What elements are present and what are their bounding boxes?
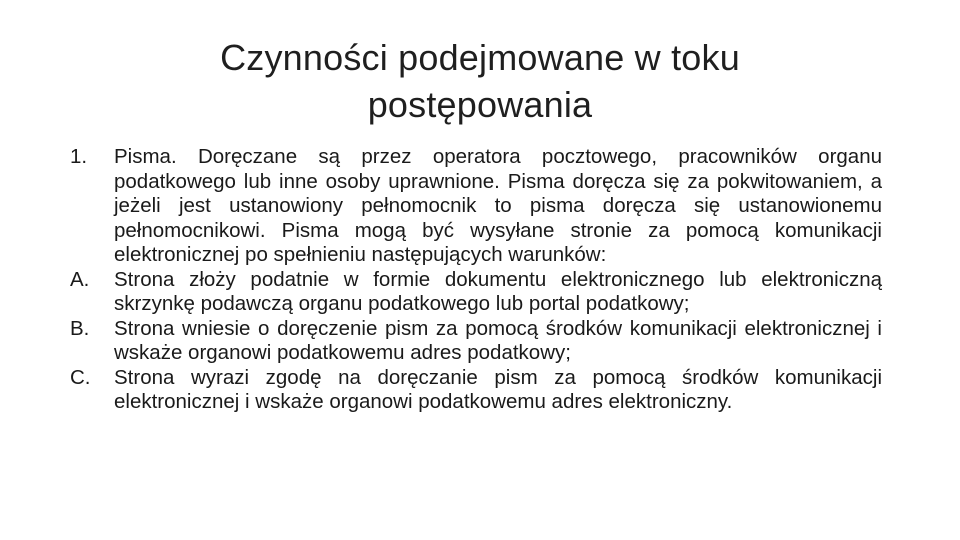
list-marker: A. xyxy=(70,267,90,291)
list-marker: B. xyxy=(70,316,90,340)
list-item-text: Strona wniesie o doręczenie pism za pomocą środków komunikacji elektronicznej i wskaże organowi podatkowemu adres podatkowy; xyxy=(114,316,882,364)
list-item-text: Pisma. Doręczane są przez operatora pocztowego, pracowników organu podatkowego lub inne osoby uprawnione. Pisma doręcza się za pokwitowaniem, a jeżeli jest ustanowiony pełnomocnik to pisma doręcza się ustanowionemu pełnomocnikowi. Pisma mogą być wysyłane stronie za pomocą komunikacji elektronicznej po spełnieniu następujących warunków: xyxy=(114,145,882,266)
slide-title: Czynności podejmowane w toku postępowania xyxy=(220,37,740,125)
list-item xyxy=(70,366,882,415)
list-marker: 1. xyxy=(70,145,88,168)
list-item-text: Strona wyrazi zgodę na doręczanie pism za pomocą środków komunikacji elektronicznej i wskaże organowi podatkowemu adres elektroniczny. xyxy=(114,365,882,413)
content-list xyxy=(70,145,882,415)
list-item xyxy=(70,268,882,317)
list-item xyxy=(70,317,882,366)
list-item-text: Strona złoży podatnie w formie dokumentu elektronicznego lub elektroniczną skrzynkę podawczą organu podatkowego lub portal podatkowy; xyxy=(114,267,882,315)
list-marker: C. xyxy=(70,365,91,389)
list-item xyxy=(70,145,882,268)
